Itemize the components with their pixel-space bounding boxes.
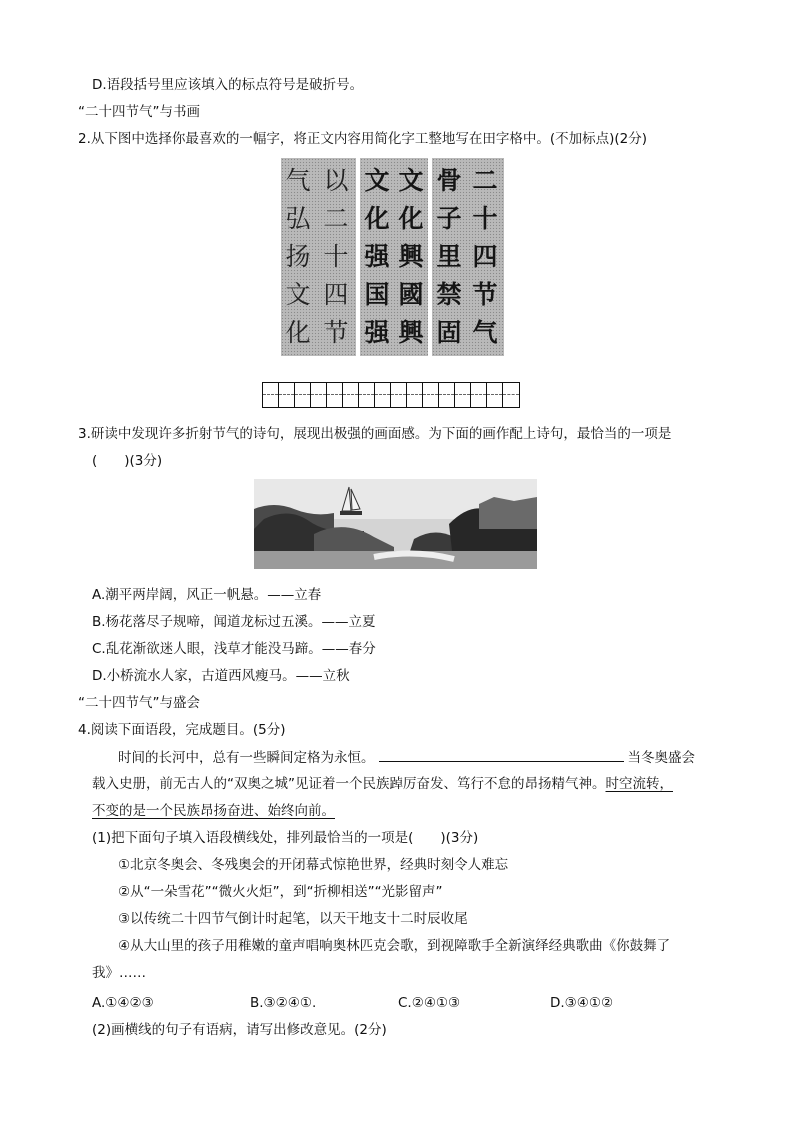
- calligraphy-char: 興: [398, 318, 424, 347]
- option-c[interactable]: C.乱花渐欲迷人眼，浅草才能没马蹄。——春分: [92, 641, 376, 657]
- calligraphy-char: 以: [323, 166, 349, 195]
- calligraphy-char: 化: [364, 204, 390, 233]
- calligraphy-char: 节: [472, 280, 498, 309]
- sentence-1: ①北京冬奥会、冬残奥会的开闭幕式惊艳世界，经典时刻令人难忘: [118, 857, 509, 873]
- calligraphy-char: 固: [436, 318, 462, 347]
- calligraphy-char: 文: [364, 166, 390, 195]
- calligraphy-char: 强: [364, 318, 390, 347]
- calligraphy-char: 扬: [285, 242, 311, 271]
- calligraphy-char: 二: [472, 166, 498, 195]
- landscape-painting: [254, 479, 537, 569]
- fill-blank[interactable]: [379, 747, 624, 762]
- calligraphy-char: 强: [364, 242, 390, 271]
- question-3: 3.研读中发现许多折射节气的诗句，展现出极强的画面感。为下面的画作配上诗句，最恰当的一项是: [78, 426, 672, 442]
- calligraphy-char: 文: [398, 166, 424, 195]
- option-d-text: D.语段括号里应该填入的标点符号是破折号。: [92, 77, 364, 93]
- tianzige-answer-grid[interactable]: [262, 382, 520, 408]
- calligraphy-char: 二: [323, 204, 349, 233]
- calligraphy-char: 气: [472, 318, 498, 347]
- calligraphy-char: 四: [472, 242, 498, 271]
- section-heading-event: “二十四节气”与盛会: [78, 695, 200, 711]
- passage-text: 时间的长河中，总有一些瞬间定格为永恒。: [118, 750, 375, 766]
- underlined-sentence: 不变的是一个民族昂扬奋进、始终向前。: [92, 803, 335, 819]
- calligraphy-char: 化: [285, 318, 311, 347]
- subquestion-2: (2)画横线的句子有语病，请写出修改意见。(2分): [92, 1022, 387, 1038]
- question-2: 2.从下图中选择你最喜欢的一幅字，将正文内容用简化字工整地写在田字格中。(不加标点)(2分): [78, 131, 648, 147]
- option-b[interactable]: B.杨花落尽子规啼，闻道龙标过五溪。——立夏: [92, 614, 376, 630]
- calligraphy-char: 化: [398, 204, 424, 233]
- calligraphy-char: 节: [323, 318, 349, 347]
- calligraphy-char: 禁: [436, 280, 462, 309]
- calligraphy-char: 气: [285, 166, 311, 195]
- sentence-3: ③以传统二十四节气倒计时起笔，以天干地支十二时辰收尾: [118, 911, 468, 927]
- calligraphy-char: 骨: [436, 166, 462, 195]
- calligraphy-char: 国: [364, 280, 390, 309]
- passage-line-1: [118, 747, 695, 768]
- choice-b[interactable]: B.③②④①.: [250, 995, 317, 1011]
- choice-a[interactable]: A.①④②③: [92, 995, 154, 1011]
- option-a[interactable]: A.潮平两岸阔，风正一帆悬。——立春: [92, 587, 322, 603]
- passage-line-2: [92, 774, 673, 794]
- calligraphy-char: 弘: [285, 204, 311, 233]
- choice-c[interactable]: C.②④①③: [398, 995, 461, 1011]
- question-4: 4.阅读下面语段，完成题目。(5分): [78, 722, 286, 738]
- calligraphy-char: 里: [436, 242, 462, 271]
- calligraphy-char: 十: [323, 242, 349, 271]
- underlined-sentence: 时空流转，: [605, 776, 673, 792]
- choice-d[interactable]: D.③④①②: [550, 995, 614, 1011]
- calligraphy-char: 文: [285, 280, 311, 309]
- calligraphy-char: 國: [398, 280, 424, 309]
- sentence-4: ④从大山里的孩子用稚嫩的童声唱响奥林匹克会歌，到视障歌手全新演绎经典歌曲《你鼓舞了: [118, 938, 671, 954]
- calligraphy-char: 四: [323, 280, 349, 309]
- calligraphy-char: 興: [398, 242, 424, 271]
- sentence-2: ②从“一朵雪花”“微火火炬”，到“折柳相送”“光影留声”: [118, 884, 443, 900]
- option-d[interactable]: D.小桥流水人家，古道西风瘦马。——立秋: [92, 668, 350, 684]
- passage-text: 当冬奥盛会: [627, 750, 695, 766]
- passage-text: 载入史册，前无古人的“双奥之城”见证着一个民族踔厉奋发、笃行不怠的昂扬精气神。: [92, 776, 606, 792]
- calligraphy-image: [281, 158, 504, 356]
- sentence-4-cont: 我》……: [92, 965, 146, 981]
- calligraphy-char: 子: [436, 204, 462, 233]
- question-3-blank: ( )(3分): [92, 453, 163, 469]
- subquestion-1: (1)把下面句子填入语段横线处，排列最恰当的一项是( )(3分): [92, 830, 479, 846]
- calligraphy-char: 十: [472, 204, 498, 233]
- section-heading-painting: “二十四节气”与书画: [78, 104, 200, 120]
